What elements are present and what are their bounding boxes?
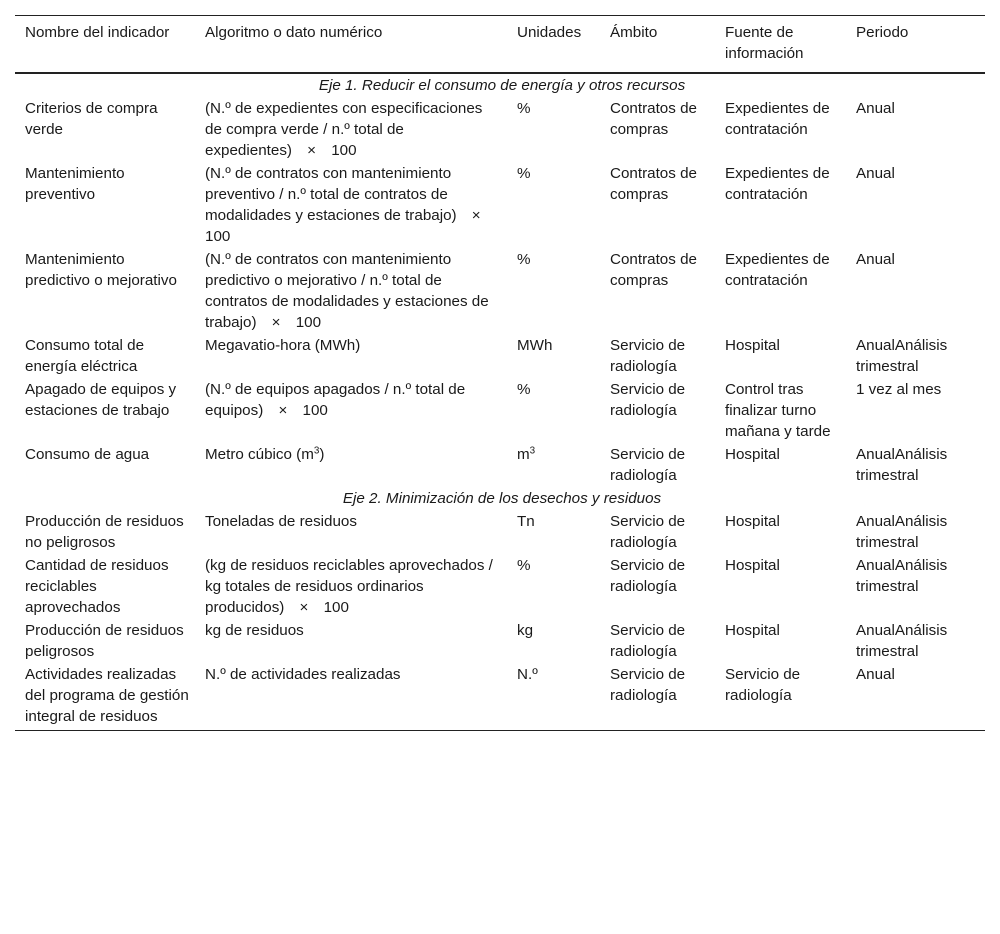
cell-algorithm: kg de residuos [205, 622, 304, 639]
cell-period: AnualAnálisis trimestral [856, 557, 948, 595]
section-header-row [15, 73, 985, 97]
table-row [15, 378, 985, 443]
cell-units: N.º [517, 666, 538, 683]
table-row [15, 554, 985, 619]
cell-units: % [517, 381, 531, 398]
cell-indicator-name: Mantenimiento preventivo [25, 165, 125, 203]
cell-algorithm: (kg de residuos reciclables aprovechados / kg totales de residuos ordinarios producidos) × 100 [205, 557, 493, 616]
table-row [15, 663, 985, 731]
algorithm-text: Metro cúbico (m [205, 446, 314, 463]
cell-scope: Servicio de radiología [610, 557, 686, 595]
cell-units: Tn [517, 513, 535, 530]
cell-source: Hospital [725, 446, 780, 463]
cell-scope: Servicio de radiología [610, 666, 686, 704]
cell-indicator-name: Actividades realizadas del programa de gestión integral de residuos [25, 666, 189, 725]
cell-indicator-name: Criterios de compra verde [25, 100, 158, 138]
header-scope: Ámbito [610, 24, 658, 41]
units-text: m [517, 446, 530, 463]
cell-units: % [517, 165, 531, 182]
cell-source: Expedientes de contratación [725, 251, 830, 289]
cell-units: % [517, 100, 531, 117]
cell-source: Hospital [725, 622, 780, 639]
cell-source: Expedientes de contratación [725, 100, 830, 138]
cell-source: Hospital [725, 557, 780, 574]
section-title: Eje 2. Minimización de los desechos y residuos [342, 490, 662, 507]
cell-scope: Servicio de radiología [610, 446, 686, 484]
table-row [15, 162, 985, 248]
table-row [15, 334, 985, 378]
cell-indicator-name: Consumo total de energía eléctrica [25, 337, 145, 375]
header-period: Periodo [856, 24, 909, 41]
cell-algorithm: Megavatio-hora (MWh) [205, 337, 361, 354]
table-row [15, 619, 985, 663]
indicators-table [15, 15, 985, 731]
cell-period: Anual [856, 100, 895, 117]
cell-period: Anual [856, 666, 895, 683]
cell-scope: Contratos de compras [610, 100, 697, 138]
cell-source: Hospital [725, 337, 780, 354]
cell-indicator-name: Producción de residuos no peligrosos [25, 513, 184, 551]
cell-scope: Servicio de radiología [610, 337, 686, 375]
section-title: Eje 1. Reducir el consumo de energía y otros recursos [318, 77, 686, 94]
cell-algorithm: N.º de actividades realizadas [205, 666, 401, 683]
cell-algorithm: (N.º de contratos con mantenimiento predictivo o mejorativo / n.º total de contratos de modalidades y estaciones de trabajo) × 100 [205, 251, 489, 331]
superscript: 3 [313, 445, 320, 457]
cell-units: kg [517, 622, 534, 639]
cell-units: % [517, 557, 531, 574]
algorithm-text-tail: ) [319, 446, 325, 463]
section-header-row [15, 487, 985, 510]
table-header-row [15, 16, 985, 74]
cell-indicator-name: Producción de residuos peligrosos [25, 622, 184, 660]
cell-source: Servicio de radiología [725, 666, 801, 704]
cell-scope: Servicio de radiología [610, 513, 686, 551]
cell-period: AnualAnálisis trimestral [856, 337, 948, 375]
cell-algorithm [195, 443, 507, 487]
cell-algorithm: (N.º de contratos con mantenimiento preventivo / n.º total de contratos de modalidades y estaciones de trabajo) × 100 [205, 165, 496, 245]
cell-units: MWh [517, 337, 553, 354]
superscript: 3 [529, 445, 536, 457]
cell-algorithm: Toneladas de residuos [205, 513, 357, 530]
cell-indicator-name: Consumo de agua [25, 446, 150, 463]
cell-algorithm: (N.º de expedientes con especificaciones de compra verde / n.º total de expedientes) × 100 [205, 100, 483, 159]
header-algorithm: Algoritmo o dato numérico [205, 24, 383, 41]
table-row [15, 510, 985, 554]
cell-indicator-name: Cantidad de residuos reciclables aprovechados [25, 557, 169, 616]
table-row [15, 443, 985, 487]
cell-scope: Servicio de radiología [610, 622, 686, 660]
header-source: Fuente de información [725, 24, 804, 62]
cell-units: % [517, 251, 531, 268]
cell-scope: Servicio de radiología [610, 381, 686, 419]
cell-scope: Contratos de compras [610, 165, 697, 203]
table-row [15, 248, 985, 334]
table-row [15, 97, 985, 162]
cell-period: Anual [856, 165, 895, 182]
cell-source: Control tras finalizar turno mañana y tarde [725, 381, 831, 440]
header-units: Unidades [517, 24, 582, 41]
header-indicator-name: Nombre del indicador [25, 24, 170, 41]
cell-indicator-name: Apagado de equipos y estaciones de trabajo [25, 381, 177, 419]
cell-indicator-name: Mantenimiento predictivo o mejorativo [25, 251, 177, 289]
cell-period: AnualAnálisis trimestral [856, 446, 948, 484]
cell-source: Hospital [725, 513, 780, 530]
cell-period: 1 vez al mes [856, 381, 942, 398]
cell-period: Anual [856, 251, 895, 268]
cell-period: AnualAnálisis trimestral [856, 513, 948, 551]
cell-units [507, 443, 600, 487]
cell-scope: Contratos de compras [610, 251, 697, 289]
cell-period: AnualAnálisis trimestral [856, 622, 948, 660]
cell-algorithm: (N.º de equipos apagados / n.º total de equipos) × 100 [205, 381, 466, 419]
cell-source: Expedientes de contratación [725, 165, 830, 203]
